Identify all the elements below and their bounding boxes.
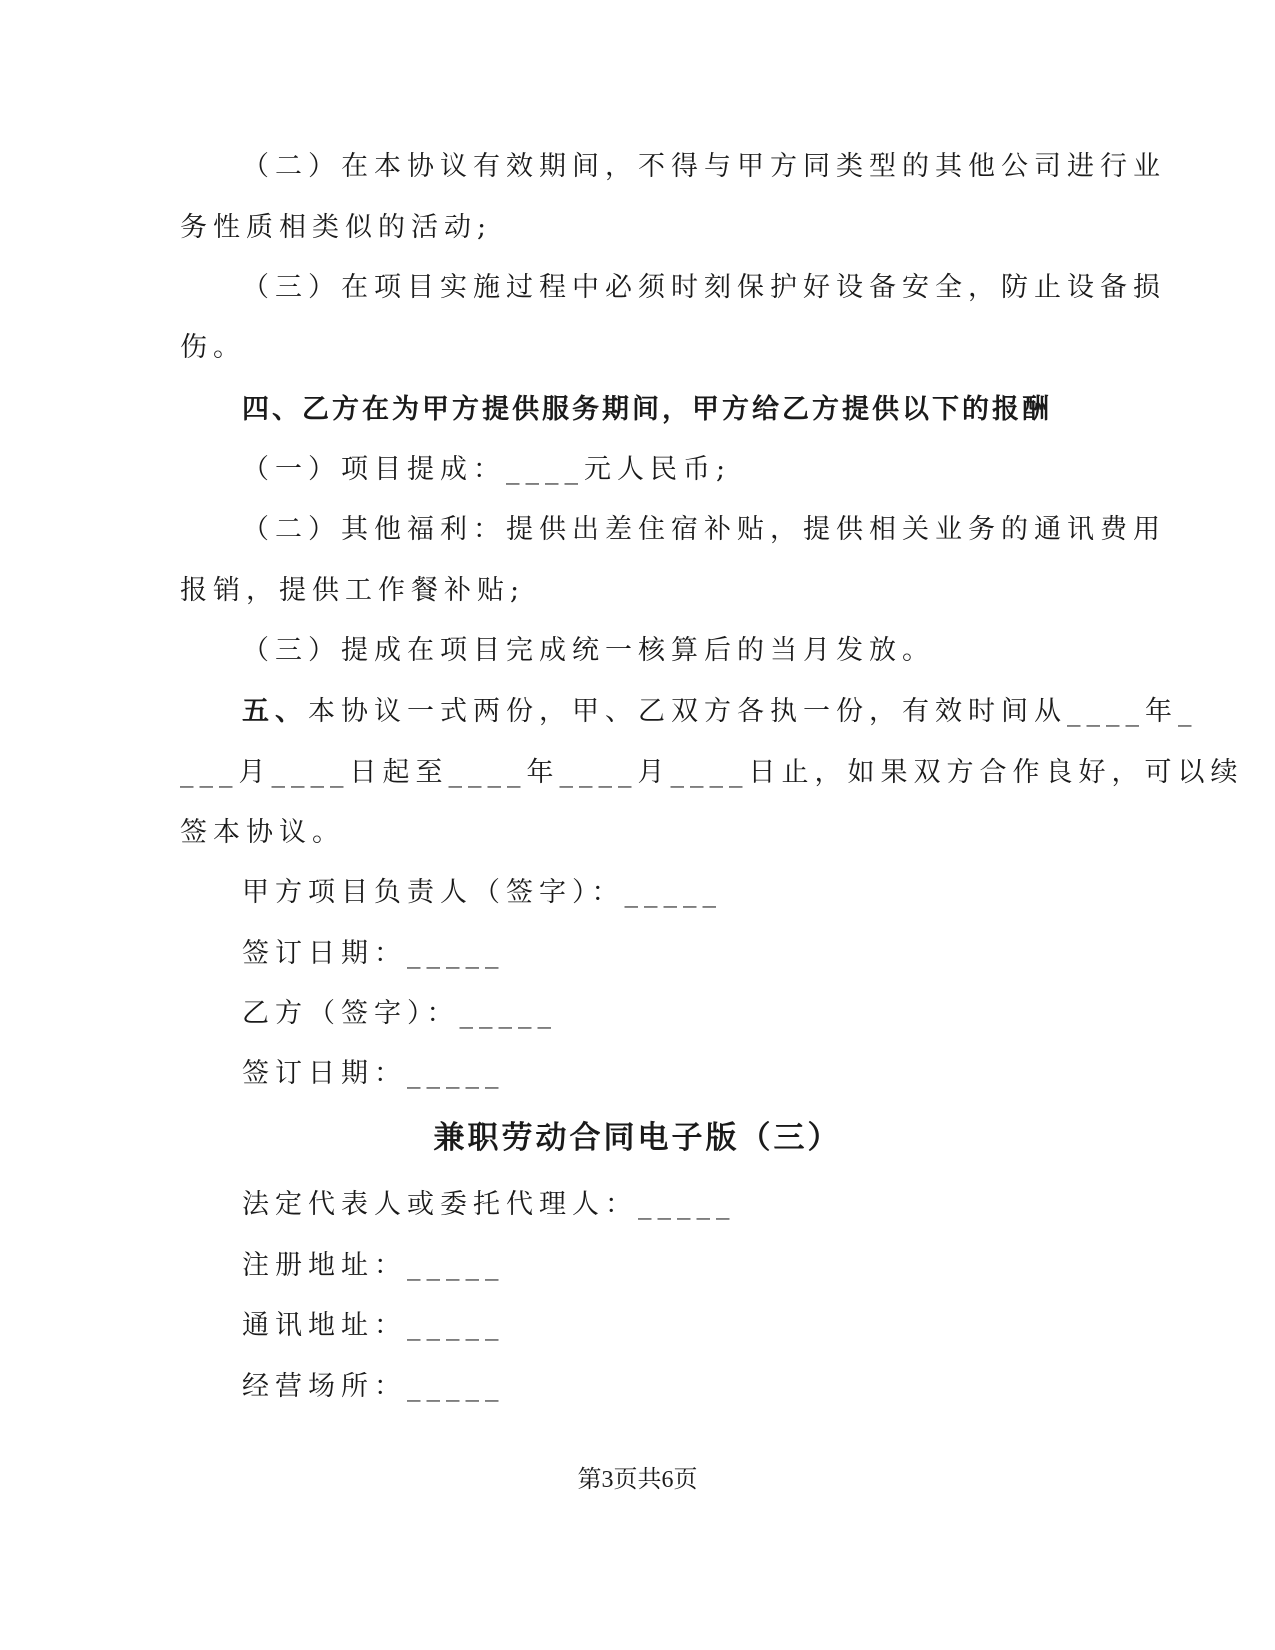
section-4-item-2-line-1: （二）其他福利：提供出差住宿补贴，提供相关业务的通讯费用 — [242, 514, 1166, 545]
section-4-item-2-line-2: 报销，提供工作餐补贴; — [180, 575, 526, 606]
section-4-item-1: （一）项目提成：____元人民币; — [242, 454, 732, 485]
para-3-line-2: 伤。 — [180, 332, 246, 363]
legal-representative-field: 法定代表人或委托代理人：_____ — [242, 1189, 736, 1220]
party-a-sign-date: 签订日期：_____ — [242, 938, 505, 969]
party-b-signature: 乙方（签字）：_____ — [242, 998, 557, 1029]
contract-title: 兼职劳动合同电子版（三） — [433, 1120, 842, 1156]
section-4-item-3: （三）提成在项目完成统一核算后的当月发放。 — [242, 635, 935, 666]
para-2-line-2: 务性质相类似的活动; — [180, 212, 493, 243]
section-5-line-3: 签本协议。 — [180, 817, 345, 848]
registered-address-field: 注册地址：_____ — [242, 1250, 505, 1281]
section-4-heading: 四、乙方在为甲方提供服务期间，甲方给乙方提供以下的报酬 — [242, 394, 1052, 425]
section-5-line-2: ___月____日起至____年____月____日止，如果双方合作良好，可以续 — [180, 757, 1244, 788]
para-2-line-1: （二）在本协议有效期间，不得与甲方同类型的其他公司进行业 — [242, 151, 1166, 182]
section-5-line-1 — [242, 695, 1198, 729]
para-3-line-1: （三）在项目实施过程中必须时刻保护好设备安全，防止设备损 — [242, 272, 1166, 303]
party-a-signature: 甲方项目负责人（签字）：_____ — [242, 877, 722, 908]
page-number: 第3页共6页 — [577, 1467, 698, 1493]
section-5-line-1-text: 本协议一式两份，甲、乙双方各执一份，有效时间从____年_ — [308, 696, 1198, 727]
business-place-field: 经营场所：_____ — [242, 1371, 505, 1402]
party-b-sign-date: 签订日期：_____ — [242, 1058, 505, 1089]
section-5-number: 五、 — [242, 696, 308, 727]
mailing-address-field: 通讯地址：_____ — [242, 1310, 505, 1341]
